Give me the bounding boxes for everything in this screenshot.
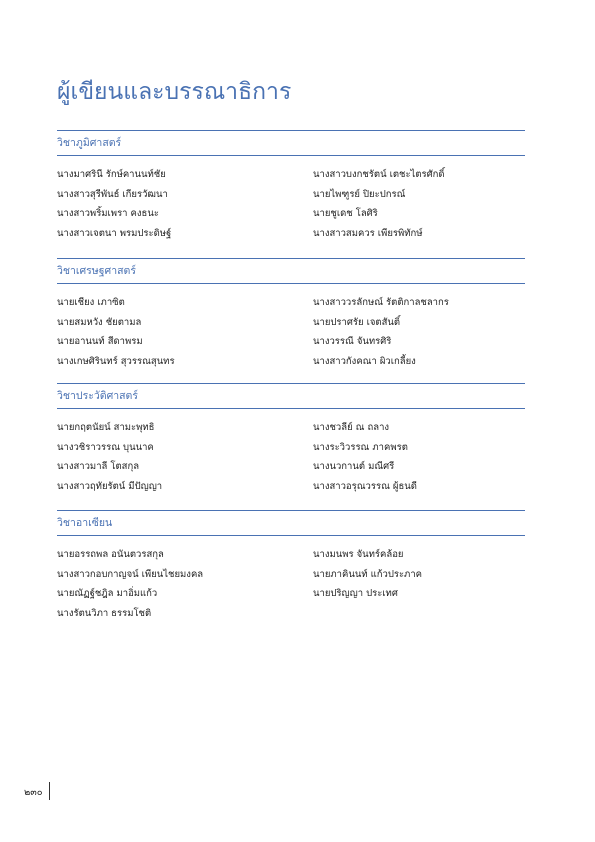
section-asean [57, 510, 525, 623]
contributor-name: นางสาวฤทัยรัตน์ มีปัญญา [57, 480, 163, 492]
section-history [57, 383, 525, 496]
contributor-name: นางสาวกอบกาญจน์ เพียนไชยมงคล [57, 568, 204, 580]
contributor-name: นางสาวเจตนา พรมประดิษฐ์ [57, 227, 172, 239]
contributor-name: นายณัฏฐ์ชฎิล มาอิ่มแก้ว [57, 588, 158, 599]
contributor-name: นางวชิราวรรณ บุนนาค [57, 441, 154, 453]
page-title: ผู้เขียนและบรรณาธิการ [57, 79, 292, 105]
section-heading: วิชาภูมิศาสตร์ [57, 137, 122, 149]
contributor-name: นายอานนท์ สีดาพรม [57, 336, 143, 347]
name-list [57, 536, 525, 623]
contributor-name: นายภาคินนท์ แก้วประภาค [313, 568, 423, 580]
contributor-name: นายสมหวัง ชัยตามล [57, 316, 142, 328]
contributor-name: นางสาวพริ้มเพรา คงธนะ [57, 208, 159, 219]
contributor-name: นายกฤตนัยน์ สามะพุทธิ [57, 422, 155, 433]
name-list [57, 409, 525, 496]
name-list [57, 156, 525, 243]
contributor-name: นายอรรถพล อนันตวรสกุล [57, 549, 164, 560]
contributor-name: นางสาวสมควร เพียรพิทักษ์ [313, 227, 423, 239]
footer-divider [49, 782, 50, 800]
contributor-name: นายปราศรัย เจตสันติ์ [313, 316, 401, 328]
contributor-name: นายเชียง เภาซิต [57, 297, 125, 308]
contributor-name: นางสาวสุรีพันธ์ เกียรวัฒนา [57, 188, 168, 200]
page-number: ๒๓๐ [24, 787, 43, 798]
contributor-name: นางสาวกังคณา ผิวเกลี้ยง [313, 355, 416, 367]
contributor-name: นางรัตนวิภา ธรรมโชติ [57, 607, 152, 619]
contributor-name: นางวรรณี จันทรศิริ [313, 336, 392, 347]
contributor-name: นางเกษศิรินทร์ สุวรรณสุนทร [57, 355, 175, 367]
contributor-name: นางสาวอรุณวรรณ ผู้ธนดี [313, 480, 417, 492]
contributor-name: นายไพฑูรย์ ปิยะปกรณ์ [313, 188, 406, 200]
contributor-name: นางมาศรินี รักษ์คานนท์ชัย [57, 169, 166, 180]
section-heading: วิชาอาเซียน [57, 517, 113, 529]
contributor-name: นางระวิวรรณ ภาคพรต [313, 441, 408, 453]
contributor-name: นางมนพร จันทร์คล้อย [313, 549, 404, 560]
contributor-name: นายชูเดช โลศิริ [313, 208, 378, 219]
contributor-name: นายปริญญา ประเทศ [313, 588, 398, 599]
name-list [57, 284, 525, 371]
section-heading: วิชาเศรษฐศาสตร์ [57, 265, 136, 277]
section-geography [57, 130, 525, 243]
contributor-name: นางสาวบงกชรัตน์ เตชะไตรศักดิ์ [313, 169, 445, 180]
contributor-name: นางสาวมาลี โตสกุล [57, 461, 140, 472]
section-heading: วิชาประวัติศาสตร์ [57, 390, 139, 402]
section-economics [57, 258, 525, 371]
contributor-name: นางนวกานต์ มณีศรี [313, 461, 395, 472]
contributor-name: นางชวลีย์ ณ ถลาง [313, 422, 390, 433]
contributor-name: นางสาววรลักษณ์ รัตติกาลชลากร [313, 297, 449, 308]
